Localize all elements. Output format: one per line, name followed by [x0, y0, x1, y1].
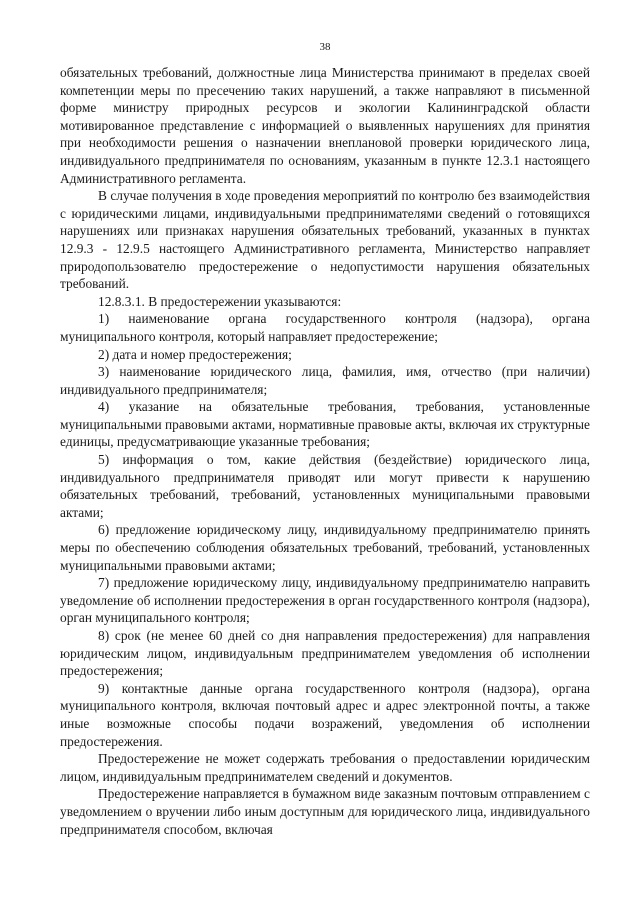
- list-item-2: 2) дата и номер предостережения;: [98, 346, 292, 362]
- list-item-5: 5) информация о том, какие действия (бездействие) юридического лица, индивидуального предпринимателя приводят или могут привести к нарушению обязательных требований, требований, установленных муниципальными правовыми актами;: [60, 452, 590, 520]
- paragraph-warning-restriction: Предостережение не может содержать требования о предоставлении юридическим лицом, индивидуальным предпринимателем сведений и документов.: [60, 751, 590, 784]
- paragraph-section-12-8-3-1: 12.8.3.1. В предостережении указываются:: [98, 293, 342, 309]
- list-item-1: 1) наименование органа государственного контроля (надзора), органа муниципального контроля, который направляет предостережение;: [60, 311, 590, 344]
- list-item-4: 4) указание на обязательные требования, требования, установленные муниципальными правовыми актами, нормативные правовые акты, включая их структурные единицы, предусматривающие указанные требования;: [60, 399, 590, 450]
- document-body: [60, 64, 590, 838]
- list-item-7: 7) предложение юридическому лицу, индивидуальному предпринимателю направить уведомление об исполнении предостережения в орган государственного контроля (надзора), орган муниципального контроля;: [60, 575, 590, 626]
- paragraph-continuation: обязательных требований, должностные лица Министерства принимают в пределах своей компетенции меры по пресечению таких нарушений, а также направляют в письменной форме министру природных ресурсов и экологии Калининградской области мотивированное представление с информацией о выявленных нарушениях для принятия при необходимости решения о назначении внеплановой проверки юридического лица, индивидуального предпринимателя по основаниям, указанным в пункте 12.3.1 настоящего Административного регламента.: [60, 65, 590, 186]
- list-item-9: 9) контактные данные органа государственного контроля (надзора), органа муниципального контроля, включая почтовый адрес и адрес электронной почты, а также иные возможные способы подачи возражений, уведомления об исполнении предостережения.: [60, 680, 590, 749]
- paragraph-warning-intro: В случае получения в ходе проведения мероприятий по контролю без взаимодействия с юридическими лицами, индивидуальными предпринимателями сведений о готовящихся нарушениях или признаках нарушения обязательных требований, указанных в пунктах 12.9.3 - 12.9.5 настоящего Административного регламента, Министерство направляет природопользователю предостережение о недопустимости нарушения обязательных требований.: [60, 188, 590, 292]
- page-number: 38: [319, 41, 331, 53]
- paragraph-warning-delivery: Предостережение направляется в бумажном виде заказным почтовым отправлением с уведомлением о вручении либо иным доступным для юридического лица, индивидуального предпринимателя способом, включая: [60, 786, 590, 837]
- list-item-8: 8) срок (не менее 60 дней со дня направления предостережения) для направления юридическим лицом, индивидуальным предпринимателем уведомления об исполнении предостережения;: [60, 628, 590, 679]
- list-item-3: 3) наименование юридического лица, фамилия, имя, отчество (при наличии) индивидуального предпринимателя;: [60, 364, 590, 397]
- list-item-6: 6) предложение юридическому лицу, индивидуальному предпринимателю принять меры по обеспечению соблюдения обязательных требований, требований, установленных муниципальными правовыми актами;: [60, 522, 590, 573]
